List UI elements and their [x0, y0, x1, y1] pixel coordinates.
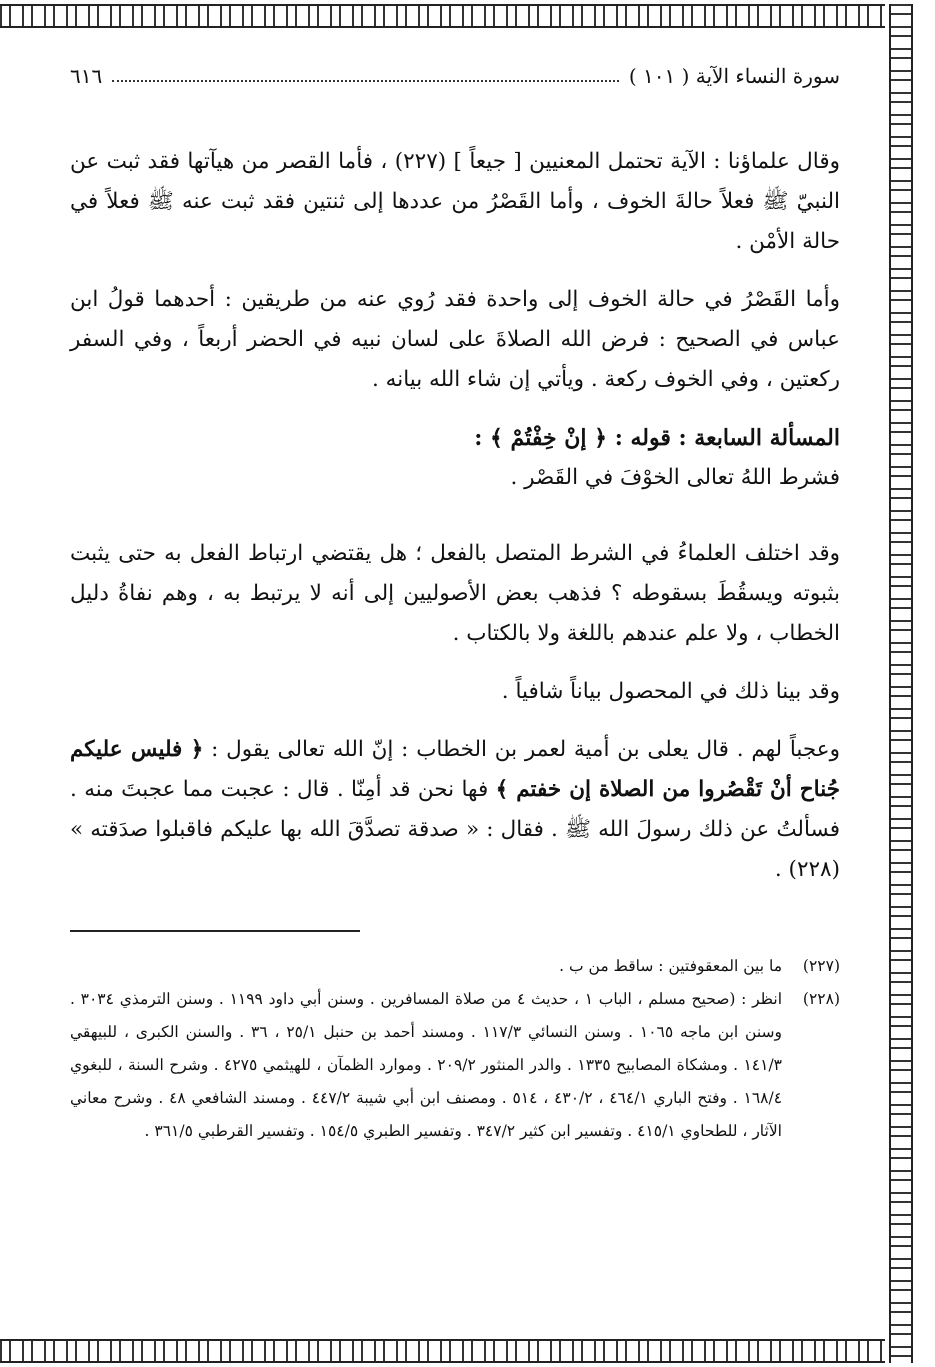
paragraph-4: وقد اختلف العلماءُ في الشرط المتصل بالفعل ؛ هل يقتضي ارتباط الفعل به حتى يثبت بثبوته ويسقُطَ بسقوطه ؟ فذهب بعض الأصوليين إلى أنه لا يرتبط به ، وهم نفاةُ دليل الخطاب ، ولا علم عندهم باللغة ولا بالكتاب .	[70, 541, 840, 646]
header-leader-dots	[112, 70, 619, 82]
section-heading: المسألة السابعة : قوله : ﴿ إنْ خِفْتُمْ ﴾ :	[474, 425, 840, 451]
page-number: ٦١٦	[70, 64, 103, 88]
footnote-number: (٢٢٧)	[802, 957, 840, 975]
footnote-item	[70, 983, 840, 1148]
footnote-number: (٢٢٨)	[802, 990, 840, 1008]
footnote-separator	[70, 930, 360, 932]
footnotes	[70, 950, 840, 1148]
quran-quote: ﴿ فليس عليكم جُناح أنْ تَقْصُروا من الصلاة إن خفتم ﴾	[70, 737, 840, 802]
running-header	[70, 50, 840, 102]
paragraph-6-intro: وعجباً لهم . قال يعلى بن أمية لعمر بن الخطاب : إنّ الله تعالى يقول :	[203, 737, 841, 762]
paragraph-3: فشرط اللهُ تعالى الخوْفَ في القَصْر .	[510, 465, 840, 490]
paragraph-6	[70, 730, 840, 890]
paragraph-2: وأما القَصْرُ في حالة الخوف إلى واحدة فقد رُوي عنه من طريقين : أحدهما قولُ ابن عباس في الصحيح : فرض الله الصلاةَ على لسان نبيه في الحضر أربعاً ، وفي السفر ركعتين ، وفي الخوف ركعة . ويأتي إن شاء الله بيانه .	[70, 287, 840, 392]
paragraph-5: وقد بينا ذلك في المحصول بياناً شافياً .	[501, 679, 840, 704]
running-title: سورة النساء الآية ( ١٠١ )	[628, 64, 840, 88]
paragraph-6-rest: فها نحن قد أمِنّا . قال : عجبت مما عجبتَ منه . فسألتُ عن ذلك رسولَ الله ﷺ . فقال : « صدقة تصدَّقَ الله بها عليكم فاقبلوا صدَقته » (٢٢٨) .	[70, 777, 840, 882]
paragraph-1: وقال علماؤنا : الآية تحتمل المعنيين [ جيعاً ] (٢٢٧) ، فأما القصر من هيآتها فقد ثبت عن النبيّ ﷺ فعلاً حالةَ الخوف ، وأما القَصْرُ من عددها إلى ثنتين فقد ثبت عنه ﷺ فعلاً في حالة الأمْن .	[70, 149, 840, 254]
ornamental-border-bottom	[0, 1339, 885, 1363]
ornamental-border-right	[889, 4, 913, 1363]
ornamental-border-top	[0, 4, 885, 28]
book-page	[70, 50, 840, 1148]
footnote-text: انظر : (صحيح مسلم ، الباب ١ ، حديث ٤ من صلاة المسافرين . وسنن أبي داود ١١٩٩ . وسنن الترمذي ٣٠٣٤ . وسنن ابن ماجه ١٠٦٥ . وسنن النسائي ١١٧/٣ . ومسند أحمد بن حنبل ٢٥/١ ، ٣٦ . والسنن الكبرى ، للبيهقي ١٤١/٣ . ومشكاة المصابيح ١٣٣٥ . والدر المنثور ٢٠٩/٢ . وموارد الظمآن ، للهيثمي ٤٢٧٥ . وشرح السنة ، للبغوي ١٦٨/٤ . وفتح الباري ٤٦٤/١ ، ٤٣٠/٢ ، ٥١٤ . ومصنف ابن أبي شيبة ٤٤٧/٢ . ومسند الشافعي ٤٨ . وشرح معاني الآثار ، للطحاوي ٤١٥/١ . وتفسير ابن كثير ٣٤٧/٢ . وتفسير الطبري ١٥٤/٥ . وتفسير القرطبي ٣٦١/٥ .	[70, 990, 783, 1140]
footnote-text: ما بين المعقوفتين : ساقط من ب .	[559, 957, 782, 975]
footnote-item	[70, 950, 840, 983]
